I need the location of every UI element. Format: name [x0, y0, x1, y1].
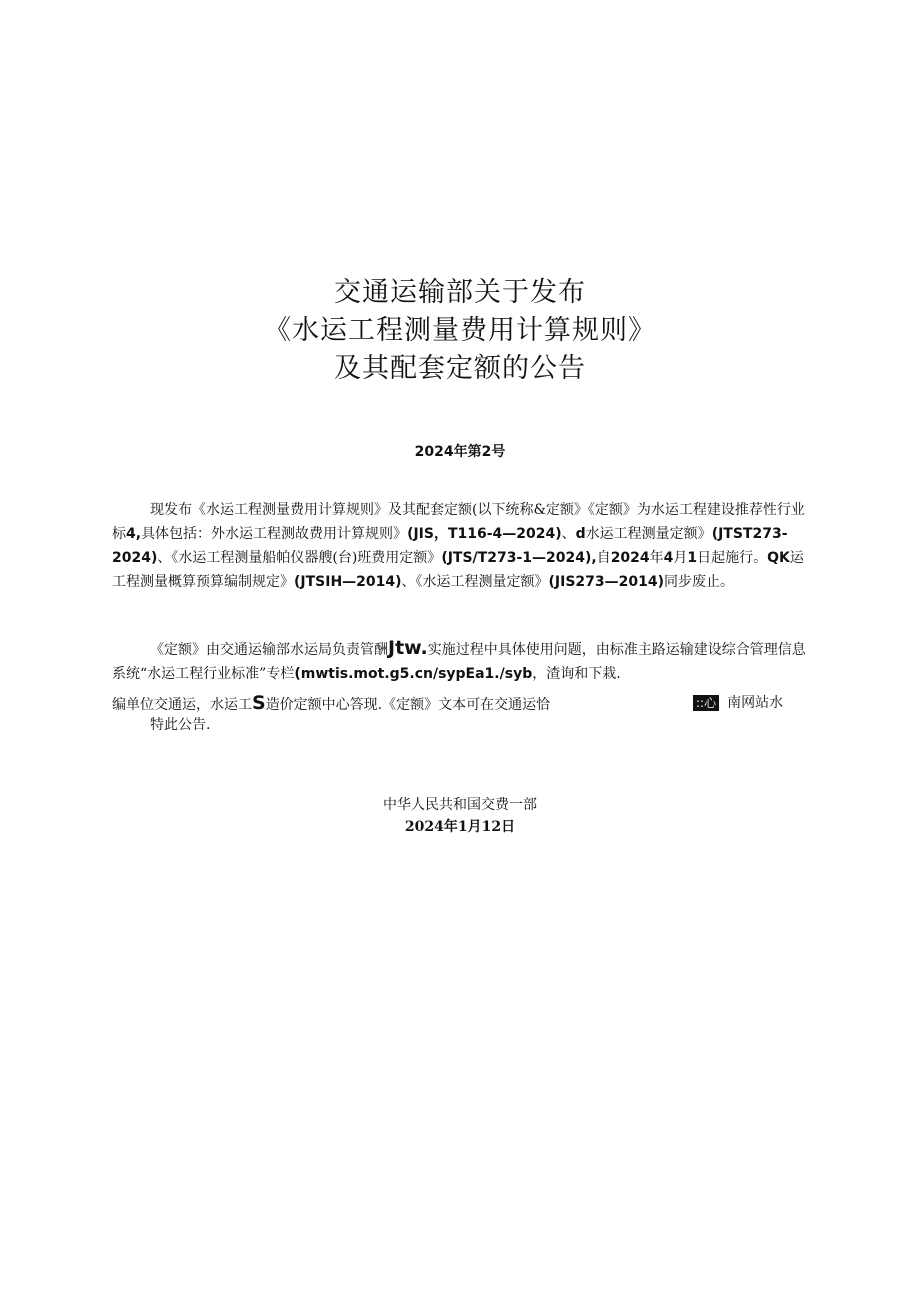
- para1-text-11: 、《水运工程测量定额》: [401, 574, 549, 590]
- para1-bold-1: 4,: [126, 526, 142, 542]
- para1-bold-8: 1: [687, 550, 698, 566]
- title-block: [0, 274, 920, 388]
- para2-url: (mwtis.mot.g5.cn/sypEa1./syb: [294, 666, 533, 682]
- para1-text-9: 日起施行。: [697, 550, 768, 566]
- paragraph-announcement: 特此公告.: [150, 717, 211, 733]
- signature-block: [0, 794, 920, 838]
- right-fragment-text: 南网站水: [727, 695, 784, 711]
- paragraph-management: [112, 636, 812, 686]
- para2-text-2: 实施过程中具体使用问题，由标准主路运输建设综合管理信息系统“水运工程行业标准”专栏: [112, 642, 806, 682]
- para1-bold-9: QK: [767, 550, 790, 566]
- para1-bold-6: 2024: [610, 550, 650, 566]
- para3-text-1: 编单位交通运，水运工: [112, 697, 252, 713]
- title-line-1: 交通运输部关于发布: [334, 277, 586, 308]
- signature-date: 2024年1月12日: [404, 819, 516, 835]
- right-fragment: [693, 691, 783, 715]
- para1-bold-11: (JIS273—2014): [548, 574, 665, 590]
- signature-org: 中华人民共和国交费一部: [383, 797, 537, 813]
- para1-text-1: 现发布《水运工程测量费用计算规则》及其配套定额(以下统称&定额》《定额》为水运工程建设推荐性行业标: [112, 502, 805, 542]
- para1-text-7: 年: [649, 550, 664, 566]
- para2-bold-1: Jtw.: [388, 637, 428, 659]
- paragraph-release: [112, 498, 812, 594]
- para1-text-4: 水运工程测量定额》: [585, 526, 712, 542]
- para1-text-12: 同步废止。: [664, 574, 735, 590]
- para2-text-1: 《定额》由交通运输部水运局负责管酬: [150, 642, 388, 658]
- para1-text-10: 运工程测量概算预算编制规定》: [112, 550, 804, 590]
- para2-text-3: ，渣询和下栽.: [532, 666, 621, 682]
- para1-bold-10: (JTSIH—2014): [294, 574, 402, 590]
- para1-bold-7: 4: [663, 550, 674, 566]
- para1-bold-3: d: [575, 526, 586, 542]
- para3-bold-1: S: [252, 692, 266, 714]
- para1-text-3: 、: [561, 526, 576, 542]
- para1-text-8: 月: [673, 550, 688, 566]
- para1-bold-2: (JIS，T116-4—2024): [407, 526, 562, 542]
- para1-text-2: 具体包括：外水运工程测故费用计算规则》: [141, 526, 408, 542]
- para1-bold-4: (JTST273-2024): [112, 526, 788, 566]
- para3-text-2: 造价定额中心答现.《定额》文本可在交通运恰: [265, 697, 551, 713]
- title-line-2: 《水运工程测量费用计算规则》: [264, 315, 656, 346]
- para1-text-6: 自: [596, 550, 611, 566]
- black-box-label: ::心: [693, 695, 719, 711]
- para1-bold-5: (JTS/T273-1—2024),: [441, 550, 597, 566]
- para1-text-5: 、《水运工程测量船帕仪器艘(台)班费用定额》: [157, 550, 442, 566]
- title-line-3: 及其配套定额的公告: [334, 353, 586, 384]
- document-number: 2024年第2号: [414, 444, 506, 460]
